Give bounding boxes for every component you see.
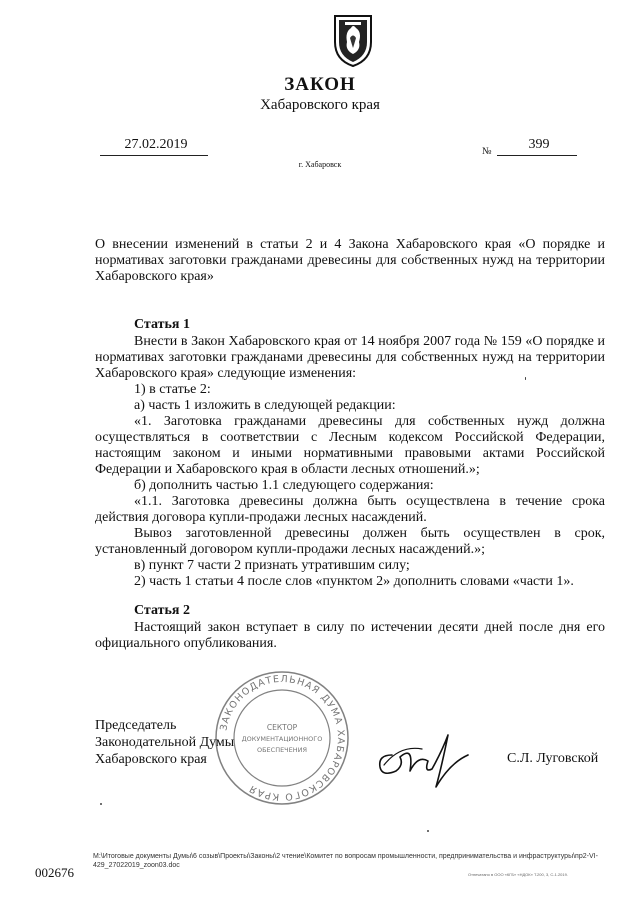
- article-1-item-1: 1) в статье 2:: [134, 382, 211, 397]
- stamp-inner-line-3: ОБЕСПЕЧЕНИЯ: [256, 746, 308, 754]
- law-subject: О внесении изменений в статьи 2 и 4 Закона Хабаровского края «О порядке и нормативах заготовки гражданами древесины для собственных нужд на территории Хабаровского края»: [95, 237, 605, 284]
- signer-title: [95, 717, 234, 768]
- file-path-footer: M:\Итоговые документы Думы\6 созыв\Проекты\Законы\2 чтение\Комитет по вопросам промышленности, предпринимательства и инфраструктуры\пр2-VI-429_27022019_zoon03.doc: [93, 853, 598, 869]
- printer-mark: Отпечатано в ООО «КГБ» «НДОК» Т.200, 3, С-1.2019.: [468, 872, 568, 877]
- number-underline: [497, 155, 577, 156]
- scan-speck: [427, 830, 429, 832]
- article-2-heading: Статья 2: [134, 603, 190, 618]
- stamp-inner-line-1: СЕКТОР: [266, 723, 298, 732]
- city-label: г. Хабаровск: [298, 160, 342, 169]
- article-1-quote-1: «1. Заготовка гражданами древесины для собственных нужд должна осуществляться в соответствии с Лесным кодексом Российской Федерации, настоящим законом и иными нормативными правовыми актами Российской Федерации и Хабаровского края в области лесных отношений.»;: [95, 414, 605, 477]
- number-sign: №: [482, 146, 492, 157]
- coat-of-arms-icon: [331, 12, 375, 68]
- document-type-title: ЗАКОН: [284, 74, 356, 95]
- law-date: 27.02.2019: [124, 137, 188, 152]
- stamp-outer-text: ЗАКОНОДАТЕЛЬНАЯ ДУМА ХАБАРОВСКОГО КРАЯ: [218, 673, 347, 803]
- article-2-text: Настоящий закон вступает в силу по истечении десяти дней после дня его официального опубликования.: [95, 620, 605, 651]
- signer-title-line-2: Законодательной Думы: [95, 735, 235, 750]
- article-1-item-1b: б) дополнить частью 1.1 следующего содержания:: [134, 478, 434, 493]
- handwritten-signature: [370, 725, 475, 795]
- document-code: 002676: [35, 865, 74, 880]
- article-1-quote-3: Вывоз заготовленной древесины должен быть осуществлен в срок, установленный договором купли-продажи лесных насаждений.»;: [95, 526, 605, 557]
- article-1-quote-2: «1.1. Заготовка древесины должна быть осуществлена в течение срока действия договора купли-продажи лесных насаждений.: [95, 494, 605, 525]
- article-1-item-2: 2) часть 1 статьи 4 после слов «пунктом 2» дополнить словами «части 1».: [134, 574, 574, 589]
- scan-speck: [100, 803, 102, 805]
- article-1-item-1c: в) пункт 7 части 2 признать утратившим силу;: [134, 558, 410, 573]
- region-subtitle: Хабаровского края: [260, 97, 380, 113]
- article-2-body: [95, 620, 605, 652]
- article-1-heading: Статья 1: [134, 317, 190, 332]
- law-number: 399: [528, 137, 550, 152]
- signer-name: С.Л. Луговской: [507, 751, 599, 766]
- article-1-item-1a: а) часть 1 изложить в следующей редакции:: [134, 398, 396, 413]
- signer-title-line-3: Хабаровского края: [95, 752, 207, 767]
- article-1-body: [95, 334, 605, 590]
- signer-title-line-1: Председатель: [95, 718, 177, 733]
- scan-speck: [525, 377, 526, 380]
- stamp-inner-line-2: ДОКУМЕНТАЦИОННОГО: [241, 735, 323, 743]
- article-1-intro: Внести в Закон Хабаровского края от 14 ноября 2007 года № 159 «О порядке и нормативах заготовки гражданами древесины для собственных нужд на территории Хабаровского края» следующие изменения:: [95, 334, 605, 381]
- date-underline: [100, 155, 208, 156]
